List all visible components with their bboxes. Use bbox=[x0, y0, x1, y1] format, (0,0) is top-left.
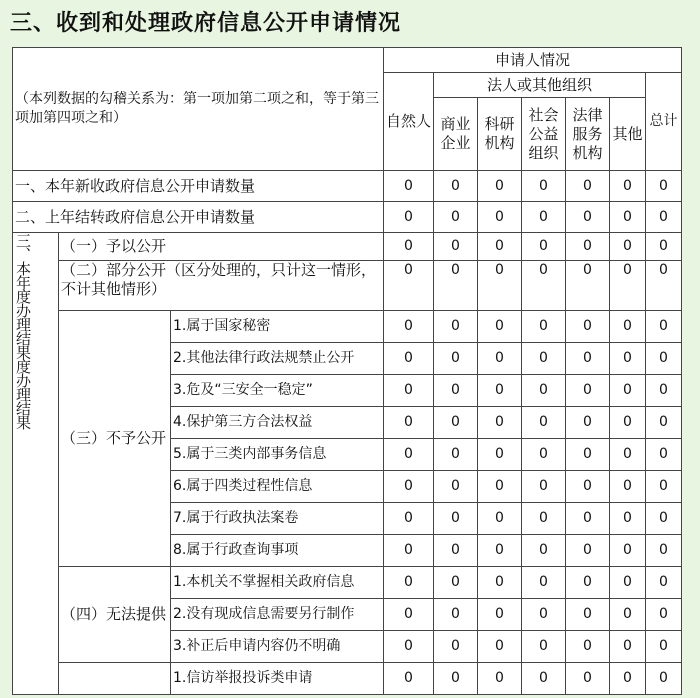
value-cell: 0 bbox=[610, 599, 646, 631]
row-label: 二、上年结转政府信息公开申请数量 bbox=[13, 202, 384, 233]
header-applicant: 申请人情况 bbox=[384, 48, 682, 73]
row-label: 3.补正后申请内容仍不明确 bbox=[171, 631, 384, 663]
value-cell: 0 bbox=[434, 567, 478, 599]
value-cell: 0 bbox=[384, 375, 434, 407]
value-cell: 0 bbox=[478, 375, 522, 407]
row-new-requests bbox=[13, 171, 682, 202]
header-total: 总计 bbox=[646, 73, 682, 171]
application-stats-table-wrapper bbox=[12, 47, 682, 695]
value-cell: 0 bbox=[522, 171, 566, 202]
row-label: 1.信访举报投诉类申请 bbox=[171, 663, 384, 695]
value-cell: 0 bbox=[478, 535, 522, 567]
row-no-handle-1 bbox=[13, 663, 682, 695]
value-cell: 0 bbox=[610, 535, 646, 567]
value-cell: 0 bbox=[384, 503, 434, 535]
value-cell: 0 bbox=[478, 233, 522, 261]
value-cell: 0 bbox=[478, 599, 522, 631]
value-cell: 0 bbox=[384, 535, 434, 567]
value-cell: 0 bbox=[566, 375, 610, 407]
value-cell: 0 bbox=[646, 535, 682, 567]
value-cell: 0 bbox=[384, 407, 434, 439]
value-cell: 0 bbox=[566, 311, 610, 343]
row-label: （一）予以公开 bbox=[59, 233, 384, 261]
value-cell: 0 bbox=[384, 439, 434, 471]
row-label: 1.本机关不掌握相关政府信息 bbox=[171, 567, 384, 599]
section-heading: 三、收到和处理政府信息公开申请情况 bbox=[10, 11, 402, 36]
value-cell: 0 bbox=[434, 631, 478, 663]
value-cell: 0 bbox=[434, 343, 478, 375]
value-cell: 0 bbox=[566, 171, 610, 202]
value-cell: 0 bbox=[610, 375, 646, 407]
value-cell: 0 bbox=[434, 311, 478, 343]
header-note: （本列数据的勾稽关系为：第一项加第二项之和，等于第三项加第四项之和） bbox=[13, 48, 384, 171]
value-cell: 0 bbox=[646, 631, 682, 663]
value-cell: 0 bbox=[646, 261, 682, 311]
value-cell: 0 bbox=[610, 567, 646, 599]
value-cell: 0 bbox=[646, 471, 682, 503]
value-cell: 0 bbox=[566, 202, 610, 233]
header-legal-group: 法人或其他组织 bbox=[434, 73, 646, 98]
not-public-label: （三）不予公开 bbox=[59, 311, 171, 567]
no-handle-label bbox=[59, 663, 171, 695]
header-natural-person: 自然人 bbox=[384, 73, 434, 171]
row-label: 2.其他法律行政法规禁止公开 bbox=[171, 343, 384, 375]
value-cell: 0 bbox=[646, 343, 682, 375]
value-cell: 0 bbox=[522, 535, 566, 567]
value-cell: 0 bbox=[646, 202, 682, 233]
value-cell: 0 bbox=[646, 311, 682, 343]
value-cell: 0 bbox=[566, 233, 610, 261]
value-cell: 0 bbox=[522, 503, 566, 535]
value-cell: 0 bbox=[610, 503, 646, 535]
value-cell: 0 bbox=[384, 261, 434, 311]
value-cell: 0 bbox=[566, 535, 610, 567]
value-cell: 0 bbox=[646, 439, 682, 471]
value-cell: 0 bbox=[610, 171, 646, 202]
value-cell: 0 bbox=[384, 663, 434, 695]
value-cell: 0 bbox=[610, 233, 646, 261]
value-cell: 0 bbox=[384, 471, 434, 503]
value-cell: 0 bbox=[384, 171, 434, 202]
value-cell: 0 bbox=[478, 439, 522, 471]
value-cell: 0 bbox=[610, 439, 646, 471]
value-cell: 0 bbox=[610, 663, 646, 695]
value-cell: 0 bbox=[610, 471, 646, 503]
row-label: 7.属于行政执法案卷 bbox=[171, 503, 384, 535]
value-cell: 0 bbox=[434, 171, 478, 202]
row-label: 5.属于三类内部事务信息 bbox=[171, 439, 384, 471]
value-cell: 0 bbox=[434, 375, 478, 407]
row-label: 3.危及“三安全一稳定” bbox=[171, 375, 384, 407]
value-cell: 0 bbox=[384, 311, 434, 343]
value-cell: 0 bbox=[478, 311, 522, 343]
row-label: （二）部分公开（区分处理的，只计这一情形，不计其他情形） bbox=[59, 261, 384, 311]
section-three-label: 三、本年度办理结果度办理结果 bbox=[13, 233, 59, 695]
header-row-1 bbox=[13, 48, 682, 73]
value-cell: 0 bbox=[610, 407, 646, 439]
value-cell: 0 bbox=[434, 439, 478, 471]
value-cell: 0 bbox=[384, 343, 434, 375]
value-cell: 0 bbox=[566, 663, 610, 695]
value-cell: 0 bbox=[646, 567, 682, 599]
value-cell: 0 bbox=[522, 311, 566, 343]
value-cell: 0 bbox=[434, 503, 478, 535]
header-social-welfare: 社会公益组织 bbox=[522, 98, 566, 171]
header-research: 科研机构 bbox=[478, 98, 522, 171]
value-cell: 0 bbox=[434, 407, 478, 439]
value-cell: 0 bbox=[566, 407, 610, 439]
value-cell: 0 bbox=[522, 471, 566, 503]
row-label: 4.保护第三方合法权益 bbox=[171, 407, 384, 439]
value-cell: 0 bbox=[646, 599, 682, 631]
value-cell: 0 bbox=[478, 261, 522, 311]
value-cell: 0 bbox=[646, 503, 682, 535]
value-cell: 0 bbox=[434, 663, 478, 695]
value-cell: 0 bbox=[522, 631, 566, 663]
value-cell: 0 bbox=[522, 375, 566, 407]
value-cell: 0 bbox=[646, 407, 682, 439]
row-not-public-1 bbox=[13, 311, 682, 343]
value-cell: 0 bbox=[646, 375, 682, 407]
value-cell: 0 bbox=[522, 261, 566, 311]
header-business: 商业企业 bbox=[434, 98, 478, 171]
value-cell: 0 bbox=[478, 343, 522, 375]
value-cell: 0 bbox=[478, 663, 522, 695]
value-cell: 0 bbox=[610, 261, 646, 311]
value-cell: 0 bbox=[522, 233, 566, 261]
value-cell: 0 bbox=[384, 567, 434, 599]
value-cell: 0 bbox=[566, 261, 610, 311]
row-carried-over bbox=[13, 202, 682, 233]
value-cell: 0 bbox=[522, 567, 566, 599]
value-cell: 0 bbox=[522, 439, 566, 471]
value-cell: 0 bbox=[522, 202, 566, 233]
value-cell: 0 bbox=[610, 311, 646, 343]
value-cell: 0 bbox=[384, 599, 434, 631]
row-label: 6.属于四类过程性信息 bbox=[171, 471, 384, 503]
value-cell: 0 bbox=[478, 503, 522, 535]
value-cell: 0 bbox=[646, 663, 682, 695]
application-stats-table bbox=[12, 47, 682, 695]
value-cell: 0 bbox=[566, 599, 610, 631]
value-cell: 0 bbox=[566, 439, 610, 471]
value-cell: 0 bbox=[478, 471, 522, 503]
value-cell: 0 bbox=[522, 599, 566, 631]
value-cell: 0 bbox=[434, 471, 478, 503]
value-cell: 0 bbox=[384, 233, 434, 261]
value-cell: 0 bbox=[478, 407, 522, 439]
value-cell: 0 bbox=[384, 631, 434, 663]
value-cell: 0 bbox=[434, 233, 478, 261]
value-cell: 0 bbox=[478, 171, 522, 202]
value-cell: 0 bbox=[522, 343, 566, 375]
row-label: 8.属于行政查询事项 bbox=[171, 535, 384, 567]
value-cell: 0 bbox=[478, 567, 522, 599]
value-cell: 0 bbox=[610, 343, 646, 375]
value-cell: 0 bbox=[478, 631, 522, 663]
value-cell: 0 bbox=[384, 202, 434, 233]
row-label: 2.没有现成信息需要另行制作 bbox=[171, 599, 384, 631]
header-other: 其他 bbox=[610, 98, 646, 171]
value-cell: 0 bbox=[434, 535, 478, 567]
value-cell: 0 bbox=[566, 471, 610, 503]
value-cell: 0 bbox=[566, 503, 610, 535]
value-cell: 0 bbox=[522, 663, 566, 695]
value-cell: 0 bbox=[434, 599, 478, 631]
row-cannot-provide-1 bbox=[13, 567, 682, 599]
value-cell: 0 bbox=[566, 631, 610, 663]
value-cell: 0 bbox=[610, 631, 646, 663]
row-public bbox=[13, 233, 682, 261]
value-cell: 0 bbox=[522, 407, 566, 439]
value-cell: 0 bbox=[434, 202, 478, 233]
value-cell: 0 bbox=[566, 343, 610, 375]
row-label: 1.属于国家秘密 bbox=[171, 311, 384, 343]
cannot-provide-label: （四）无法提供 bbox=[59, 567, 171, 663]
header-legal-service: 法律服务机构 bbox=[566, 98, 610, 171]
value-cell: 0 bbox=[646, 233, 682, 261]
row-partial bbox=[13, 261, 682, 311]
value-cell: 0 bbox=[566, 567, 610, 599]
row-label: 一、本年新收政府信息公开申请数量 bbox=[13, 171, 384, 202]
value-cell: 0 bbox=[478, 202, 522, 233]
value-cell: 0 bbox=[434, 261, 478, 311]
value-cell: 0 bbox=[646, 171, 682, 202]
value-cell: 0 bbox=[610, 202, 646, 233]
